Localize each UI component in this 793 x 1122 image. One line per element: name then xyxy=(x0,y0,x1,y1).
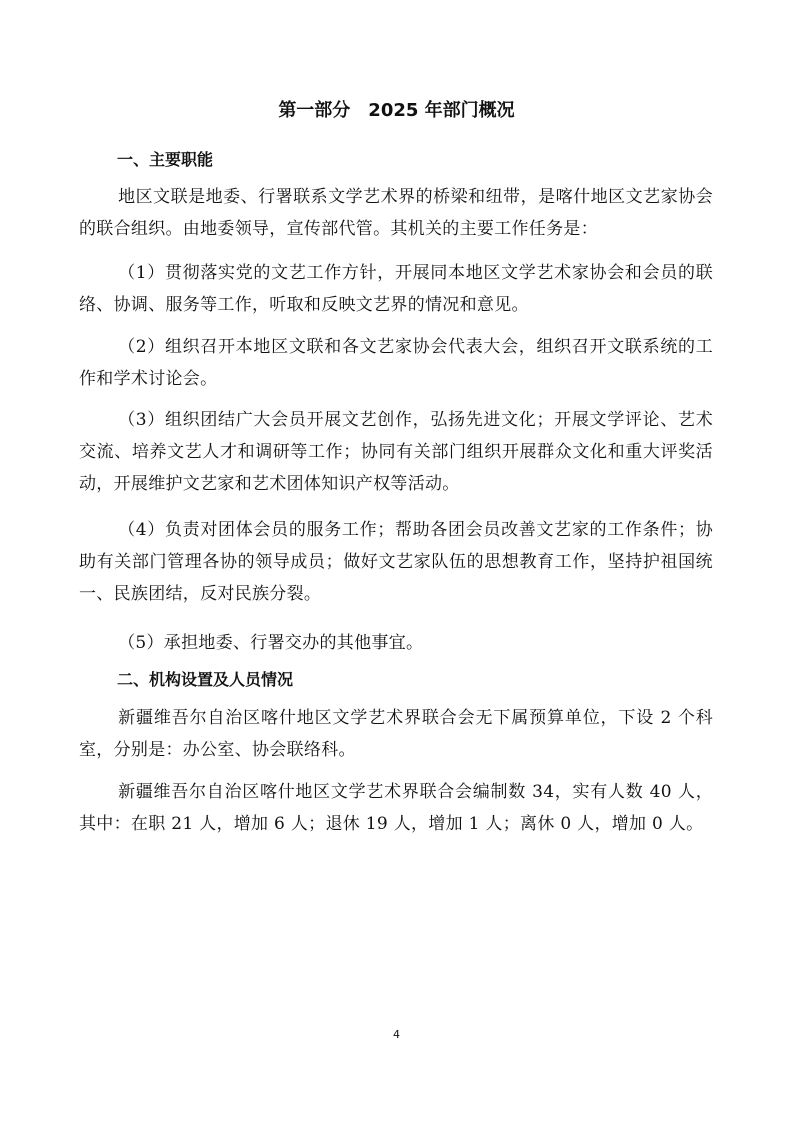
page-number: 4 xyxy=(393,1028,400,1041)
paragraph-item-4: （4）负责对团体会员的服务工作；帮助各团会员改善文艺家的工作条件；协助有关部门管理各协的领导成员；做好文艺家队伍的思想教育工作，坚持护祖国统一、民族团结，反对民族分裂。 xyxy=(79,520,713,604)
paragraph-item-5: （5）承担地委、行署交办的其他事宜。 xyxy=(118,633,424,653)
paragraph-organization: 新疆维吾尔自治区喀什地区文学艺术界联合会无下属预算单位，下设 2 个科室，分别是：办公室、协会联络科。 xyxy=(79,708,713,760)
paragraph-item-2: （2）组织召开本地区文联和各文艺家协会代表大会，组织召开文联系统的工作和学术讨论会。 xyxy=(79,337,713,389)
section-heading-organization-staff: 二、机构设置及人员情况 xyxy=(117,670,294,689)
page-title: 第一部分 2025 年部门概况 xyxy=(278,100,515,121)
paragraph-item-3: （3）组织团结广大会员开展文艺创作，弘扬先进文化；开展文学评论、艺术交流、培养文艺人才和调研等工作；协同有关部门组织开展群众文化和重大评奖活动，开展维护文艺家和艺术团体知识产权等活动。 xyxy=(79,410,713,494)
paragraph-intro: 地区文联是地委、行署联系文学艺术界的桥梁和纽带，是喀什地区文艺家协会的联合组织。由地委领导，宣传部代管。其机关的主要工作任务是： xyxy=(79,187,713,239)
paragraph-item-1: （1）贯彻落实党的文艺工作方针，开展同本地区文学艺术家协会和会员的联络、协调、服务等工作，听取和反映文艺界的情况和意见。 xyxy=(79,263,713,315)
section-heading-main-functions: 一、主要职能 xyxy=(117,150,214,169)
paragraph-staff: 新疆维吾尔自治区喀什地区文学艺术界联合会编制数 34，实有人数 40 人，其中：在职 21 人，增加 6 人；退休 19 人，增加 1 人；离休 0 人，增加 0 人。 xyxy=(79,782,713,834)
